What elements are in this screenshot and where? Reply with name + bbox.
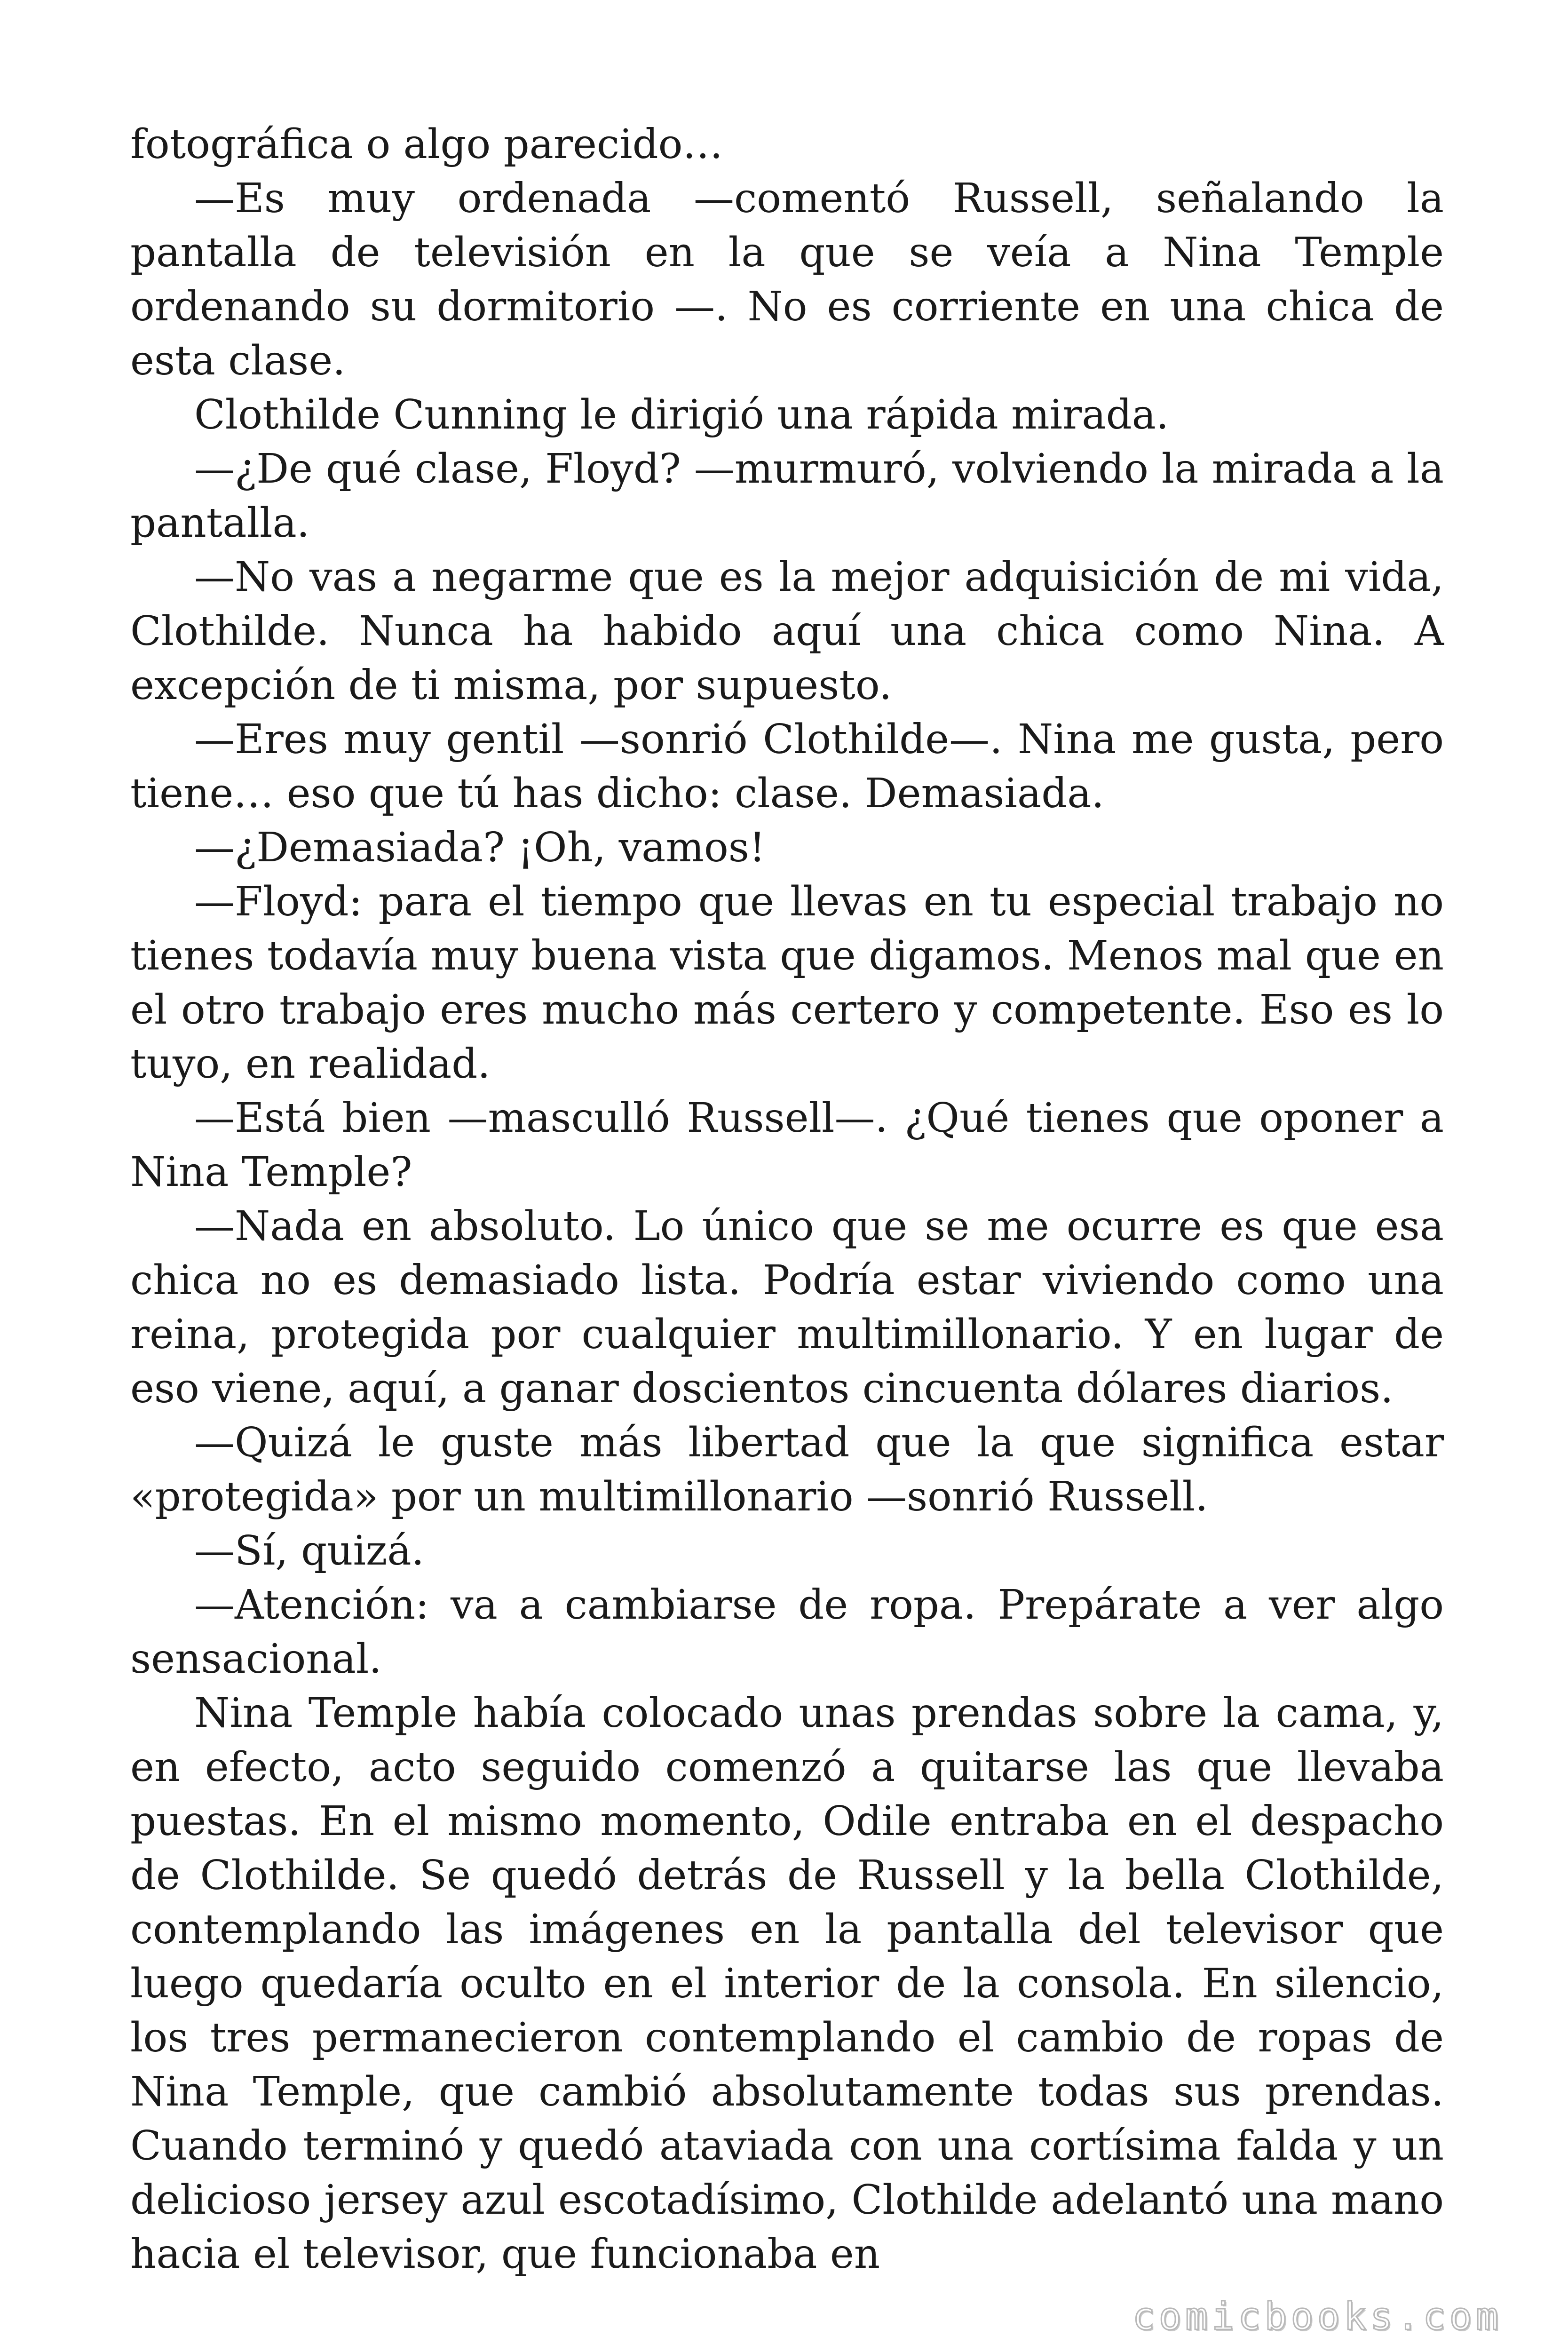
- paragraph: —Quizá le guste más libertad que la que significa estar «protegida» por un multimillonario —sonrió Russell.: [130, 1419, 1444, 1520]
- paragraph-continuation: fotográfica o algo parecido…: [130, 121, 723, 168]
- paragraph: —Floyd: para el tiempo que llevas en tu especial trabajo no tienes todavía muy buena vista que digamos. Menos mal que en el otro trabajo eres mucho más certero y competente. Eso es lo tuyo, en realidad.: [130, 878, 1444, 1088]
- paragraph: —Está bien —masculló Russell—. ¿Qué tienes que oponer a Nina Temple?: [130, 1095, 1444, 1196]
- paragraph: —Atención: va a cambiarse de ropa. Prepárate a ver algo sensacional.: [130, 1581, 1444, 1683]
- paragraph: Nina Temple había colocado unas prendas sobre la cama, y, en efecto, acto seguido comenzó a quitarse las que llevaba puestas. En el mismo momento, Odile entraba en el despacho de Clothilde. Se quedó detrás de Russell y la bella Clothilde, contemplando las imágenes en la pantalla del televisor que luego quedaría oculto en el interior de la consola. En silencio, los tres permanecieron contemplando el cambio de ropas de Nina Temple, que cambió absolutamente todas sus prendas. Cuando terminó y quedó ataviada con una cortísima falda y un delicioso jersey azul escotadísimo, Clothilde adelantó una mano hacia el televisor, que funcionaba en: [130, 1690, 1444, 2278]
- paragraph: —No vas a negarme que es la mejor adquisición de mi vida, Clothilde. Nunca ha habido aquí una chica como Nina. A excepción de ti misma, por supuesto.: [130, 554, 1444, 709]
- paragraph: —Eres muy gentil —sonrió Clothilde—. Nina me gusta, pero tiene… eso que tú has dicho: clase. Demasiada.: [130, 716, 1444, 817]
- page-body-text: [130, 118, 1444, 2281]
- paragraph: —¿De qué clase, Floyd? —murmuró, volviendo la mirada a la pantalla.: [130, 445, 1444, 547]
- paragraph: —Es muy ordenada —comentó Russell, señalando la pantalla de televisión en la que se veía a Nina Temple ordenando su dormitorio —. No es corriente en una chica de esta clase.: [130, 175, 1444, 384]
- paragraph: Clothilde Cunning le dirigió una rápida mirada.: [194, 391, 1169, 438]
- paragraph: —Sí, quizá.: [194, 1527, 424, 1574]
- watermark: comicbooks.com: [1132, 2295, 1502, 2338]
- paragraph: —Nada en absoluto. Lo único que se me ocurre es que esa chica no es demasiado lista. Podría estar viviendo como una reina, protegida por cualquier multimillonario. Y en lugar de eso viene, aquí, a ganar doscientos cincuenta dólares diarios.: [130, 1203, 1444, 1412]
- paragraph: —¿Demasiada? ¡Oh, vamos!: [194, 824, 766, 871]
